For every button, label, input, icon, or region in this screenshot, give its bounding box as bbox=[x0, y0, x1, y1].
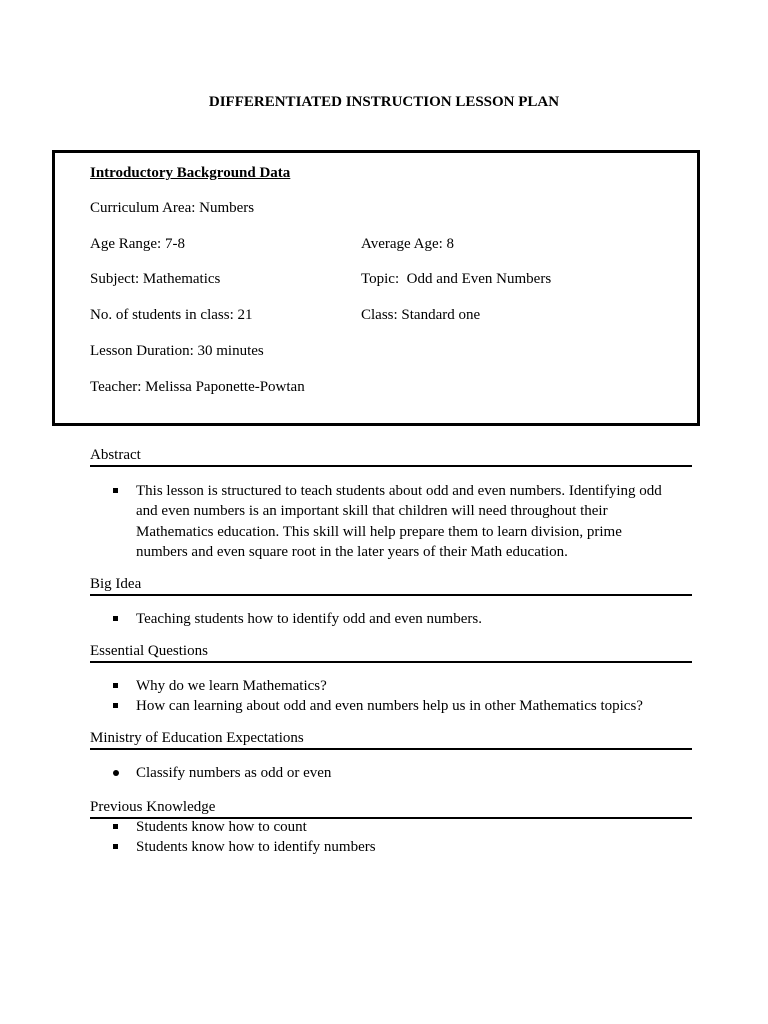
essential-questions-list bbox=[90, 676, 690, 717]
square-bullet-icon bbox=[113, 844, 118, 849]
round-bullet-icon bbox=[113, 770, 119, 776]
previous-knowledge-heading: Previous Knowledge bbox=[90, 799, 692, 819]
lesson-duration: Lesson Duration: 30 minutes bbox=[90, 343, 264, 359]
curriculum-area: Curriculum Area: Numbers bbox=[90, 200, 255, 216]
square-bullet-icon bbox=[113, 683, 118, 688]
age-range: Age Range: 7-8 bbox=[90, 236, 185, 252]
list-item bbox=[90, 696, 690, 716]
expectation-text: Classify numbers as odd or even bbox=[136, 765, 332, 781]
list-item bbox=[90, 763, 670, 783]
big-idea-list bbox=[90, 609, 670, 629]
teacher-name: Teacher: Melissa Paponette-Powtan bbox=[90, 379, 305, 395]
question-text: Why do we learn Mathematics? bbox=[136, 678, 327, 694]
essential-questions-heading: Essential Questions bbox=[90, 643, 692, 663]
square-bullet-icon bbox=[113, 703, 118, 708]
document-title: DIFFERENTIATED INSTRUCTION LESSON PLAN bbox=[208, 94, 560, 110]
knowledge-text: Students know how to count bbox=[136, 819, 307, 835]
big-idea-text: Teaching students how to identify odd and even numbers. bbox=[136, 611, 482, 627]
big-idea-heading: Big Idea bbox=[90, 576, 692, 596]
square-bullet-icon bbox=[113, 488, 118, 493]
list-item bbox=[90, 609, 670, 629]
square-bullet-icon bbox=[113, 824, 118, 829]
subject: Subject: Mathematics bbox=[90, 271, 221, 287]
list-item bbox=[90, 676, 690, 696]
background-heading: Introductory Background Data bbox=[90, 165, 291, 181]
question-text: How can learning about odd and even numbers help us in other Mathematics topics? bbox=[136, 698, 643, 715]
abstract-text: This lesson is structured to teach students about odd and even numbers. Identifying odd and even numbers is an important skill that children will need throughout their Mathematics education. This skill will help prepare them to learn division, prime numbers and even square root in the later years of their Math education. bbox=[136, 483, 662, 560]
ministry-list bbox=[90, 763, 670, 783]
list-item bbox=[90, 837, 670, 857]
abstract-heading: Abstract bbox=[90, 447, 692, 467]
previous-knowledge-list bbox=[90, 817, 670, 858]
list-item bbox=[90, 817, 670, 837]
square-bullet-icon bbox=[113, 616, 118, 621]
topic: Topic: Odd and Even Numbers bbox=[361, 271, 552, 287]
class-level: Class: Standard one bbox=[361, 307, 481, 323]
list-item bbox=[90, 481, 670, 562]
students-count: No. of students in class: 21 bbox=[90, 307, 253, 323]
average-age: Average Age: 8 bbox=[361, 236, 455, 252]
ministry-heading: Ministry of Education Expectations bbox=[90, 730, 692, 750]
knowledge-text: Students know how to identify numbers bbox=[136, 839, 376, 856]
abstract-list bbox=[90, 481, 670, 562]
